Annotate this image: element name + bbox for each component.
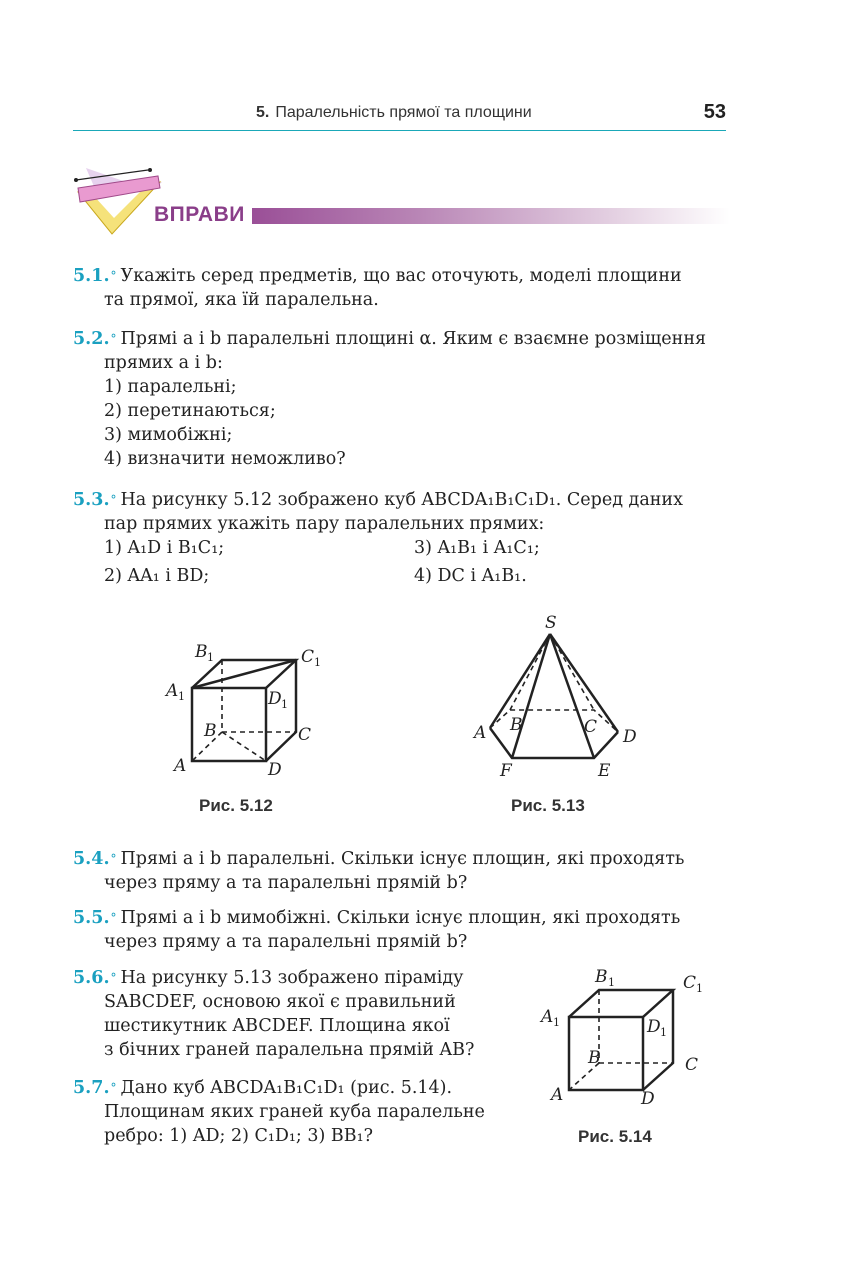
label-A1: A: [166, 681, 179, 701]
exercise-5-4: 5.4.° Прямі a і b паралельні. Скільки існує площин, які проходять через пряму a та паралельні прямій b?: [73, 849, 685, 893]
caption-fig-5-13: Рис. 5.13: [511, 796, 585, 815]
option-3: 3) A₁B₁ і A₁C₁;: [414, 538, 540, 558]
option: 1) паралельні;: [104, 377, 237, 397]
section-title: ВПРАВИ: [154, 203, 245, 226]
exercise-5-6: 5.6.° На рисунку 5.13 зображено піраміду SABCDEF, основою якої є правильний шестикутник ABCDEF. Площина якої з бічних граней паралельна прямій AB?: [73, 968, 475, 1060]
svg-text:1: 1: [207, 651, 214, 664]
label-D: D: [641, 1089, 655, 1109]
label-A: A: [551, 1085, 564, 1105]
option-4: 4) DC і A₁B₁.: [414, 566, 527, 586]
exercise-5-2: 5.2.° Прямі a і b паралельні площині α. Яким є взаємне розміщення прямих a і b: 1) паралельні; 2) перетинаються; 3) мимобіжні; 4) визначити неможливо?: [73, 327, 733, 471]
svg-text:1: 1: [553, 1016, 560, 1029]
label-F: F: [500, 761, 512, 781]
label-D: D: [268, 760, 282, 780]
svg-text:1: 1: [178, 690, 185, 703]
label-B1: B: [595, 967, 608, 987]
label-C: C: [298, 725, 312, 745]
figure-5-13-pyramid: [470, 610, 650, 785]
label-A1: A: [541, 1007, 554, 1027]
label-B: B: [510, 715, 523, 735]
page-number: 53: [703, 101, 726, 123]
label-E: E: [598, 761, 611, 781]
label-B: B: [588, 1048, 601, 1068]
chapter-title: 5. Паралельність прямої та площини: [256, 104, 532, 121]
caption-fig-5-14: Рис. 5.14: [578, 1127, 652, 1146]
label-S: S: [545, 613, 557, 633]
label-C: C: [584, 717, 598, 737]
label-D1: D: [647, 1017, 661, 1037]
svg-text:1: 1: [608, 976, 615, 989]
option: 4) визначити неможливо?: [104, 449, 346, 469]
option: 2) перетинаються;: [104, 401, 276, 421]
svg-text:1: 1: [660, 1026, 667, 1039]
exercise-5-1: 5.1.° Укажіть серед предметів, що вас оточують, моделі площини та прямої, яка їй паралельна.: [73, 266, 682, 310]
exercise-5-3: 5.3.° На рисунку 5.12 зображено куб ABCDA₁B₁C₁D₁. Серед даних пар прямих укажіть пару паралельних прямих:: [73, 490, 683, 534]
svg-text:1: 1: [696, 982, 703, 995]
label-A: A: [474, 723, 487, 743]
option-2: 2) AA₁ і BD;: [104, 566, 210, 586]
label-C: C: [685, 1055, 699, 1075]
label-A: A: [174, 756, 187, 776]
exercise-5-5: 5.5.° Прямі a і b мимобіжні. Скільки існує площин, які проходять через пряму a та паралельні прямій b?: [73, 908, 681, 952]
option-1: 1) A₁D і B₁C₁;: [104, 538, 225, 558]
caption-fig-5-12: Рис. 5.12: [199, 796, 273, 815]
label-C1: C: [683, 973, 697, 993]
label-C1: C: [301, 647, 315, 667]
svg-text:1: 1: [281, 698, 288, 711]
exercise-5-7: 5.7.° Дано куб ABCDA₁B₁C₁D₁ (рис. 5.14). Площинам яких граней куба паралельне ребро: 1) AD; 2) C₁D₁; 3) BB₁?: [73, 1078, 485, 1146]
figure-5-14-cube: [535, 960, 715, 1110]
label-B1: B: [195, 642, 208, 662]
page-header: [73, 100, 726, 131]
label-D: D: [623, 727, 637, 747]
svg-text:1: 1: [314, 656, 321, 669]
exercises-banner: [72, 166, 732, 241]
banner-bar: [252, 208, 730, 224]
label-D1: D: [268, 689, 282, 709]
option: 3) мимобіжні;: [104, 425, 233, 445]
label-B: B: [204, 721, 217, 741]
figure-5-12-cube: [160, 630, 340, 790]
